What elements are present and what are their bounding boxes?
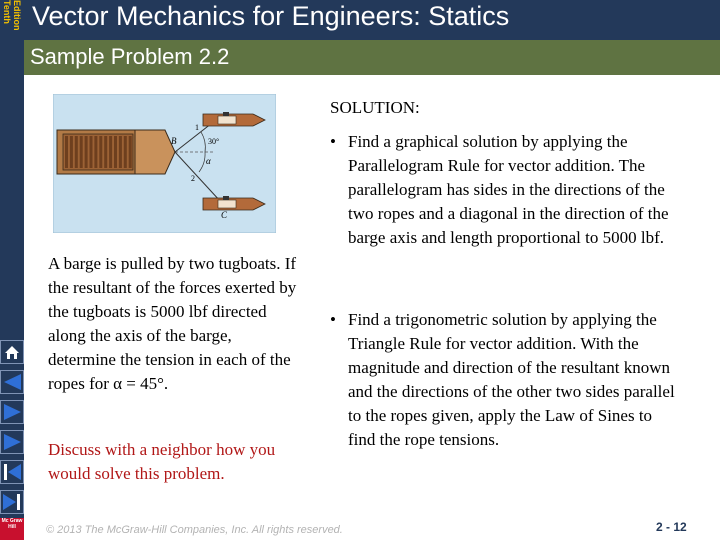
edition-line2: Edition (12, 0, 22, 31)
barge-plank (94, 136, 97, 168)
barge-plank (65, 136, 68, 168)
discuss-prompt: Discuss with a neighbor how you would solve this problem. (48, 440, 276, 483)
previous-slide-button[interactable] (0, 370, 24, 394)
problem-statement: A barge is pulled by two tugboats. If the resultant of the forces exerted by the tugboats is 5000 lbf directed along the axis of the barge, determine the tension in each of the ropes for α = 45°. (48, 254, 297, 393)
barge-plank (99, 136, 102, 168)
barge-plank (109, 136, 112, 168)
prev-icon (1, 371, 23, 393)
barge-plank (70, 136, 73, 168)
barge-plank (90, 136, 93, 168)
label-B: B (171, 136, 177, 146)
first-icon (1, 461, 23, 483)
slide-title: Vector Mechanics for Engineers: Statics (32, 1, 510, 31)
back-icon (1, 401, 23, 423)
logo-text: Mc Graw Hill (1, 518, 23, 530)
barge-plank (129, 136, 132, 168)
last-icon (1, 491, 23, 513)
barge-plank (75, 136, 78, 168)
barge-plank (124, 136, 127, 168)
solution-heading: SOLUTION: (330, 98, 420, 117)
next-icon (1, 431, 23, 453)
home-icon (1, 341, 23, 363)
first-slide-button[interactable] (0, 460, 24, 484)
copyright-notice: © 2013 The McGraw-Hill Companies, Inc. All rights reserved. (46, 524, 343, 536)
barge-plank (104, 136, 107, 168)
page-number: 2 - 12 (656, 520, 687, 534)
label-1: 1 (195, 123, 199, 132)
barge-plank (119, 136, 122, 168)
mcgraw-hill-logo (0, 518, 24, 540)
label-30-degrees: 30° (208, 137, 220, 146)
solution-bullet-2 (330, 308, 675, 478)
label-2: 2 (191, 174, 195, 183)
label-alpha: α (206, 156, 211, 166)
bullet-dot: • (330, 132, 336, 151)
barge-plank (114, 136, 117, 168)
last-slide-button[interactable] (0, 490, 24, 514)
home-button[interactable] (0, 340, 24, 364)
edition-label (0, 0, 24, 50)
label-C: C (221, 210, 228, 220)
bullet-2-text: Find a trigonometric solution by applying the Triangle Rule for vector addition. With the magnitude and direction of the resultant known and the directions of the other two sides parallel to the ropes given, apply the Law of Sines to find the rope tensions. (348, 310, 675, 449)
solution-bullet-1 (330, 130, 675, 280)
side-bar (0, 0, 24, 540)
bullet-dot: • (330, 310, 336, 329)
slide-subtitle: Sample Problem 2.2 (30, 44, 230, 69)
bullet-1-text: Find a graphical solution by applying the Parallelogram Rule for vector addition. The parallelogram has sides in the directions of the two ropes and a diagonal in the direction of the barge axis and length proportional to 5000 lbf. (348, 132, 669, 247)
barge-plank (80, 136, 83, 168)
barge-plank (85, 136, 88, 168)
edition-line1: Tenth (2, 0, 12, 24)
barge-figure (53, 94, 276, 233)
back-button[interactable] (0, 400, 24, 424)
next-slide-button[interactable] (0, 430, 24, 454)
